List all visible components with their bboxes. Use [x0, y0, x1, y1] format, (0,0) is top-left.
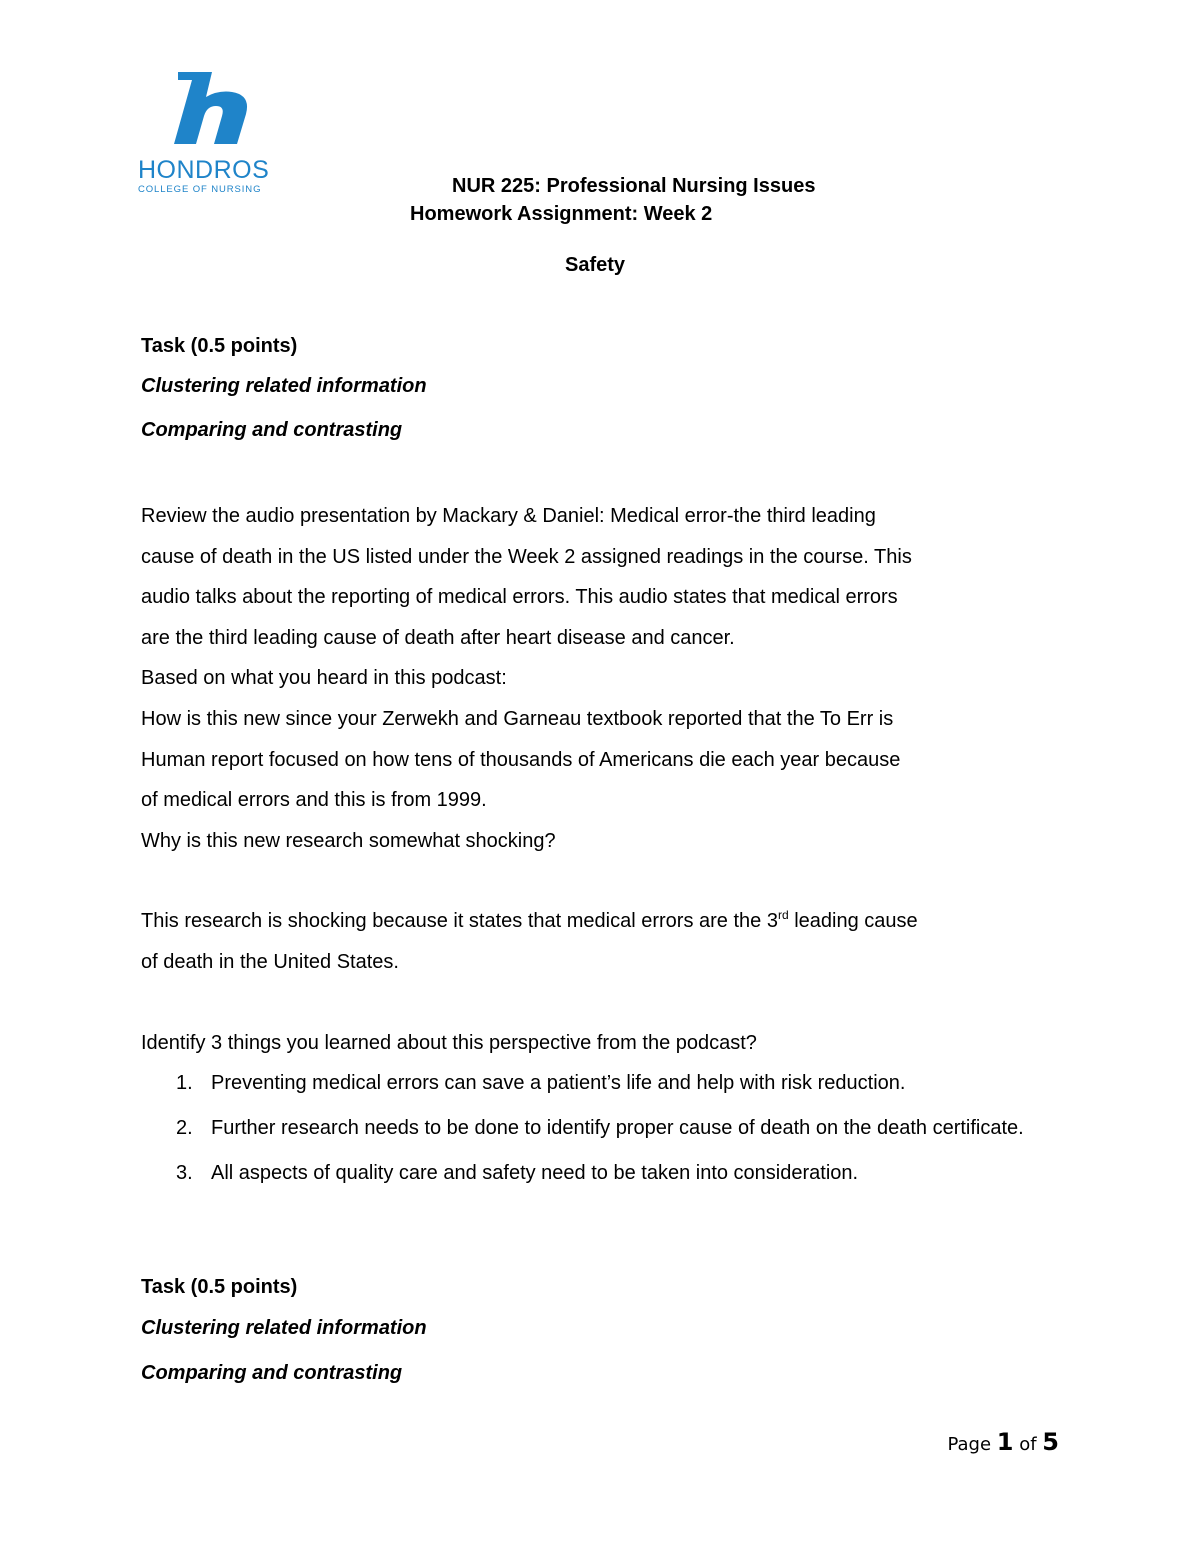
college-logo — [138, 68, 283, 194]
logo-name: HONDROS — [138, 156, 270, 184]
task2-heading: Task (0.5 points) — [141, 1276, 298, 1298]
list-text: All aspects of quality care and safety need to be taken into consideration. — [211, 1162, 859, 1184]
prompt-line: Based on what you heard in this podcast: — [141, 667, 507, 690]
topic-title: Safety — [565, 254, 626, 276]
prompt-line: Human report focused on how tens of thousands of Americans die each year because — [141, 748, 901, 771]
prompt-line: are the third leading cause of death after heart disease and cancer. — [141, 626, 735, 649]
task2-subheading-comparing: Comparing and contrasting — [141, 1362, 403, 1384]
total-pages: 5 — [1042, 1428, 1059, 1456]
answer-line-1: This research is shocking because it states that medical errors are the 3rd leading cause — [141, 908, 918, 932]
assignment-title: Homework Assignment: Week 2 — [410, 203, 713, 225]
course-title: NUR 225: Professional Nursing Issues — [452, 175, 816, 197]
current-page: 1 — [996, 1428, 1014, 1456]
list-item — [141, 1114, 1071, 1142]
prompt-line: Review the audio presentation by Mackary & Daniel: Medical error-the third leading — [141, 505, 876, 527]
prompt-line: Why is this new research somewhat shocking? — [141, 829, 556, 852]
list-number: 3. — [176, 1162, 193, 1184]
learned-list — [141, 1069, 1071, 1187]
list-item — [141, 1069, 1071, 1097]
list-number: 2. — [176, 1117, 193, 1139]
list-item — [141, 1159, 1071, 1187]
task1-prompt — [141, 496, 1071, 861]
prompt-line: How is this new since your Zerwekh and Garneau textbook reported that the To Err is — [141, 707, 894, 730]
list-number: 1. — [176, 1072, 193, 1094]
h-logo-icon — [138, 68, 283, 158]
task1-heading: Task (0.5 points) — [141, 335, 298, 357]
task1-answer — [141, 901, 1071, 982]
logo-subtitle: COLLEGE OF NURSING — [138, 184, 262, 195]
identify-prompt: Identify 3 things you learned about this perspective from the podcast? — [141, 1032, 757, 1054]
task2-subheading-clustering: Clustering related information — [141, 1317, 427, 1339]
page-number: Page 1 of 5 — [947, 1428, 1059, 1456]
task1-subheading-comparing: Comparing and contrasting — [141, 419, 403, 441]
list-text: Further research needs to be done to identify proper cause of death on the death certificate. — [211, 1117, 1024, 1139]
prompt-line: audio talks about the reporting of medical errors. This audio states that medical errors — [141, 586, 898, 609]
ordinal-suffix: rd — [777, 908, 789, 922]
task1-subheading-clustering: Clustering related information — [141, 375, 427, 397]
answer-line-2: of death in the United States. — [141, 950, 399, 973]
prompt-line: of medical errors and this is from 1999. — [141, 789, 487, 812]
list-text: Preventing medical errors can save a patient’s life and help with risk reduction. — [211, 1072, 906, 1094]
prompt-line: cause of death in the US listed under the Week 2 assigned readings in the course. This — [141, 545, 912, 568]
